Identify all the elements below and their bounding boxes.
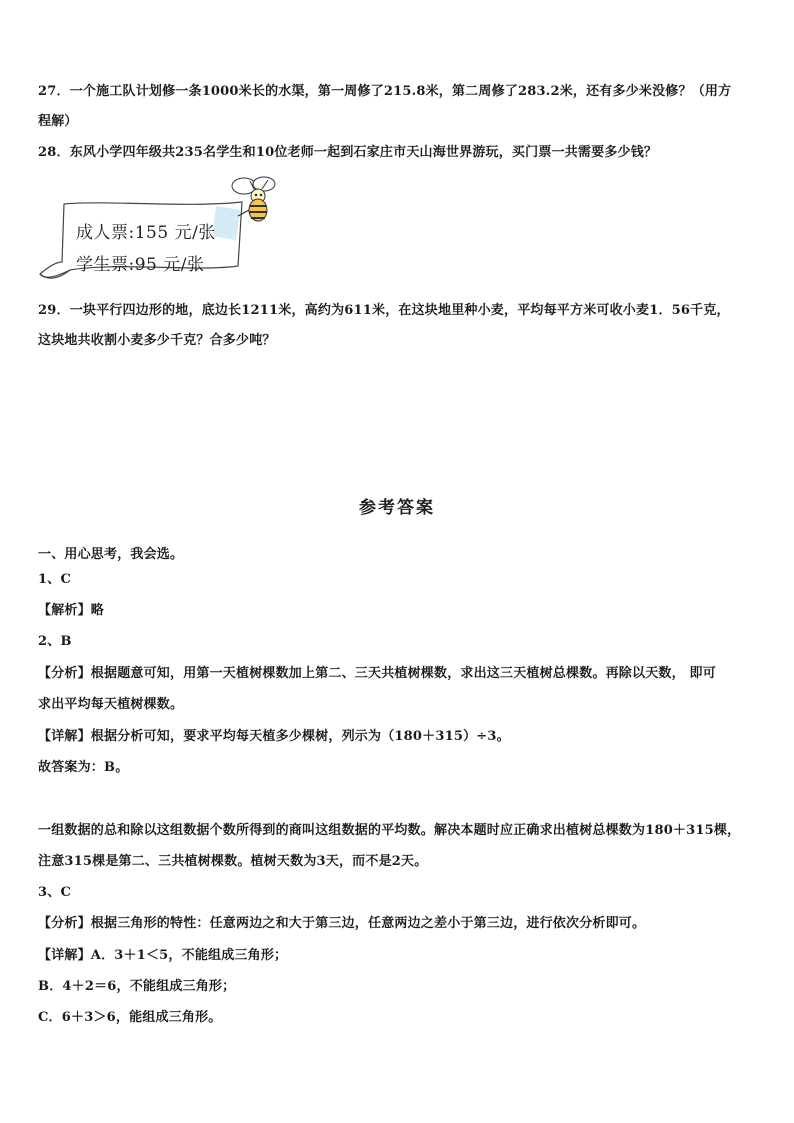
answers-title: 参考答案 xyxy=(359,498,435,518)
answer-2: 2、B xyxy=(38,634,72,649)
ticket-price-card xyxy=(36,196,250,286)
question-27-line-2: 程解） xyxy=(38,114,78,129)
question-29-line-1: 29．一块平行四边形的地，底边长1211米，高约为611米，在这块地里种小麦，平均每平方米可收小麦1．56千克， xyxy=(38,303,730,318)
answer-2-note-line-1: 一组数据的总和除以这组数据个数所得到的商叫这组数据的平均数。解决本题时应正确求出植树总棵数为180＋315棵， xyxy=(38,823,741,838)
answer-2-detail: 【详解】根据分析可知，要求平均每天植多少棵树，列示为（180＋315）÷3。 xyxy=(38,729,510,744)
bee-cartoon-icon xyxy=(228,176,284,228)
answer-3-detail-a: 【详解】A．3＋1＜5，不能组成三角形； xyxy=(38,948,288,963)
question-29-line-2: 这块地共收割小麦多少千克？合多少吨？ xyxy=(38,333,276,348)
answer-2-note-line-2: 注意315棵是第二、三共植树棵数。植树天数为3天，而不是2天。 xyxy=(38,854,428,869)
answer-3: 3、C xyxy=(38,885,71,900)
answer-2-analysis-line-2: 求出平均每天植树棵数。 xyxy=(38,697,184,712)
student-ticket-price: 学生票:95 元/张 xyxy=(76,255,205,275)
question-27-line-1: 27．一个施工队计划修一条1000米长的水渠，第一周修了215.8米，第二周修了283.2米，还有多少米没修？（用方 xyxy=(38,84,732,99)
answer-1: 1、C xyxy=(38,572,71,587)
answer-2-result: 故答案为：B。 xyxy=(38,760,129,775)
answers-section-1-heading: 一、用心思考，我会选。 xyxy=(38,547,184,562)
adult-ticket-price: 成人票:155 元/张 xyxy=(76,223,216,243)
answer-1-analysis: 【解析】略 xyxy=(38,603,105,618)
answer-3-detail-b: B．4＋2＝6，不能组成三角形； xyxy=(38,979,236,994)
answer-2-analysis-line-1: 【分析】根据题意可知，用第一天植树棵数加上第二、三天共植树棵数，求出这三天植树总棵数。再除以天数， 即可 xyxy=(38,666,716,681)
question-28-line-1: 28．东风小学四年级共235名学生和10位老师一起到石家庄市天山海世界游玩，买门票一共需要多少钱？ xyxy=(38,145,658,160)
answer-3-analysis: 【分析】根据三角形的特性：任意两边之和大于第三边，任意两边之差小于第三边，进行依次分析即可。 xyxy=(38,916,646,931)
answer-3-detail-c: C．6＋3＞6，能组成三角形。 xyxy=(38,1010,222,1025)
